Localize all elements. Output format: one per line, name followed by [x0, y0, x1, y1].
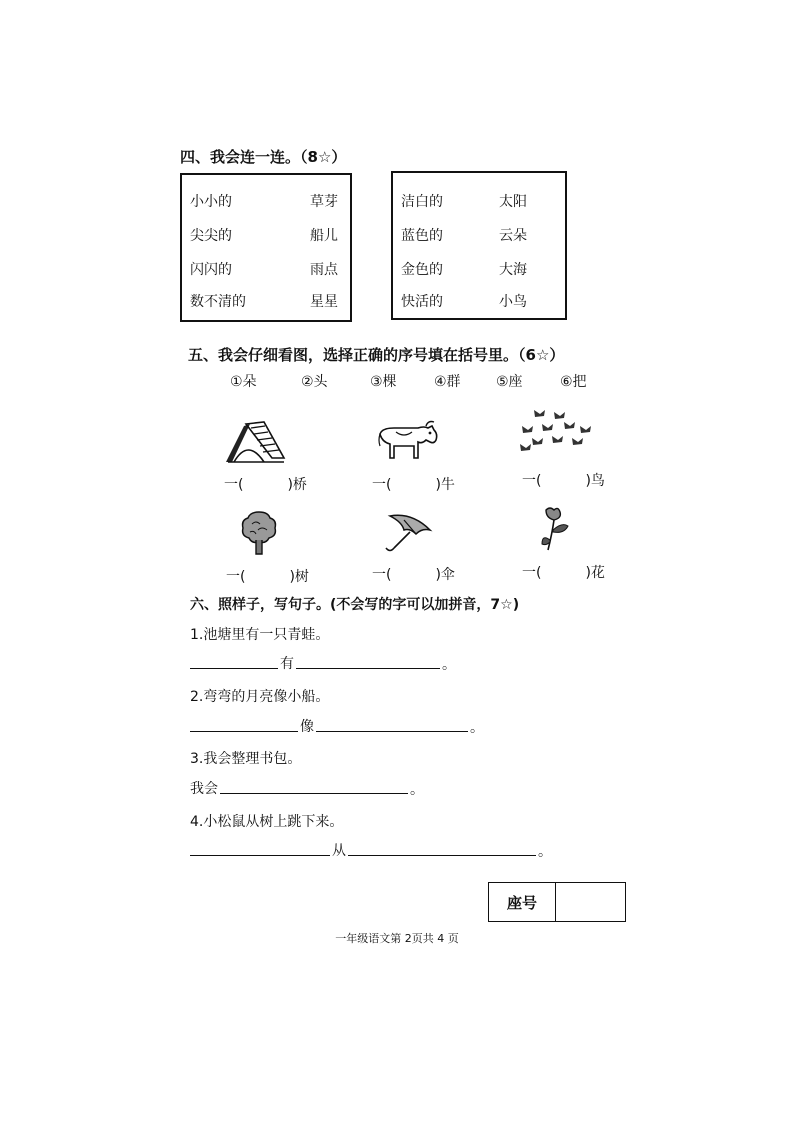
match-left-word[interactable]: 蓝色的	[401, 228, 443, 244]
measure-item: 一( )花	[522, 565, 605, 581]
option-2: ②头	[301, 374, 328, 390]
page-footer: 一年级语文第 2页共 4 页	[335, 932, 459, 945]
write-blank[interactable]	[190, 855, 330, 856]
match-left-word[interactable]: 小小的	[190, 194, 232, 210]
bridge-icon	[224, 418, 286, 464]
cow-icon	[376, 420, 440, 462]
section6-title: 六、照样子，写句子。(不会写的字可以加拼音，7☆)	[190, 597, 520, 613]
write-blank[interactable]	[190, 731, 298, 732]
sentence-prompt: 1.池塘里有一只青蛙。	[190, 627, 330, 643]
sentence-prompt: 2.弯弯的月亮像小船。	[190, 689, 330, 705]
measure-item: 一( )牛	[372, 477, 455, 493]
match-right-word[interactable]: 小鸟	[499, 294, 527, 310]
sentence-end: 。	[442, 657, 456, 673]
option-6: ⑥把	[560, 374, 587, 390]
match-right-word[interactable]: 草芽	[310, 194, 338, 210]
match-right-word[interactable]: 云朵	[499, 228, 527, 244]
match-box-2	[391, 171, 567, 320]
match-right-word[interactable]: 船儿	[310, 228, 338, 244]
umbrella-icon	[382, 510, 434, 556]
measure-item: 一( )树	[226, 569, 309, 585]
match-right-word[interactable]: 雨点	[310, 262, 338, 278]
measure-item: 一( )鸟	[522, 473, 605, 489]
measure-item: 一( )桥	[224, 477, 307, 493]
option-3: ③棵	[370, 374, 397, 390]
sentence-middle: 像	[300, 719, 314, 735]
sentence-prompt: 4.小松鼠从树上跳下来。	[190, 814, 344, 830]
sentence-end: 。	[470, 720, 484, 736]
match-left-word[interactable]: 金色的	[401, 262, 443, 278]
write-blank[interactable]	[296, 668, 440, 669]
sentence-middle: 有	[280, 656, 294, 672]
option-5: ⑤座	[496, 374, 523, 390]
write-blank[interactable]	[220, 793, 408, 794]
write-blank[interactable]	[316, 731, 468, 732]
match-left-word[interactable]: 数不清的	[190, 294, 246, 310]
option-4: ④群	[434, 374, 461, 390]
measure-item: 一( )伞	[372, 567, 455, 583]
flower-icon	[540, 506, 572, 552]
sentence-start: 我会	[190, 781, 218, 797]
write-blank[interactable]	[348, 855, 536, 856]
match-right-word[interactable]: 大海	[499, 262, 527, 278]
sentence-prompt: 3.我会整理书包。	[190, 751, 302, 767]
birds-icon	[518, 408, 594, 454]
match-right-word[interactable]: 太阳	[499, 194, 527, 210]
sentence-middle: 从	[332, 843, 346, 859]
match-left-word[interactable]: 洁白的	[401, 194, 443, 210]
sentence-end: 。	[410, 782, 424, 798]
section4-title: 四、我会连一连。（8☆）	[180, 148, 347, 166]
match-left-word[interactable]: 快活的	[401, 294, 443, 310]
match-left-word[interactable]: 闪闪的	[190, 262, 232, 278]
seat-input[interactable]	[556, 883, 625, 921]
section5-title: 五、我会仔细看图，选择正确的序号填在括号里。（6☆）	[188, 346, 565, 364]
sentence-end: 。	[538, 844, 552, 860]
seat-label: 座号	[489, 883, 556, 921]
match-left-word[interactable]: 尖尖的	[190, 228, 232, 244]
tree-icon	[240, 510, 278, 556]
write-blank[interactable]	[190, 668, 278, 669]
match-right-word[interactable]: 星星	[310, 294, 338, 310]
seat-number-box	[488, 882, 626, 922]
option-1: ①朵	[230, 374, 257, 390]
match-box-1	[180, 173, 352, 322]
